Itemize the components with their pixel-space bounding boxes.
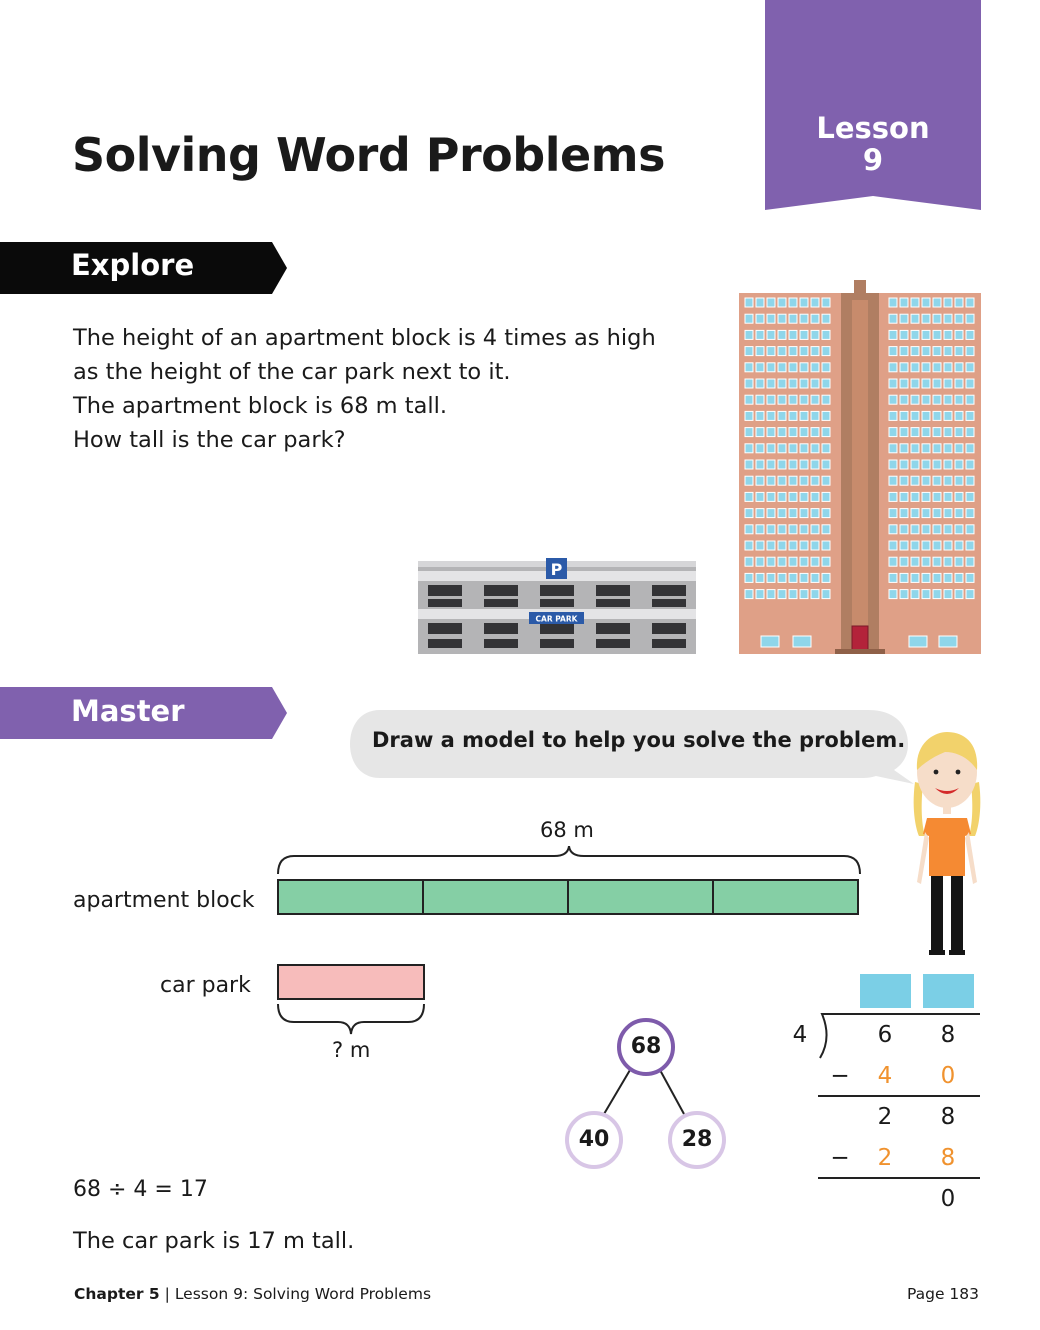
page-title: Solving Word Problems xyxy=(72,128,665,182)
dividend-tens: 6 xyxy=(877,1022,893,1048)
problem-line: as the height of the car park next to it. xyxy=(73,359,511,385)
bond-part-b: 28 xyxy=(681,1127,713,1152)
carpark-bar xyxy=(277,964,427,1002)
lesson-tab xyxy=(765,0,981,210)
remainder: 0 xyxy=(940,1186,956,1212)
speech-text: Draw a model to help you solve the problem. xyxy=(372,728,906,752)
bond-whole: 68 xyxy=(630,1034,662,1059)
step3-ones: 8 xyxy=(940,1145,956,1171)
step2-tens: 2 xyxy=(877,1104,893,1130)
division-equation: 68 ÷ 4 = 17 xyxy=(73,1177,208,1202)
master-heading: Master xyxy=(71,694,185,728)
answer-statement: The car park is 17 m tall. xyxy=(73,1228,355,1254)
lesson-word: Lesson xyxy=(816,111,930,145)
step1-tens: 4 xyxy=(877,1063,893,1089)
dividend-ones: 8 xyxy=(940,1022,956,1048)
explore-problem xyxy=(73,321,713,457)
carpark-bar-label: car park xyxy=(160,973,251,998)
apartment-bar-unit xyxy=(713,880,858,914)
minus-sign: − xyxy=(830,1063,850,1089)
apartment-bar-unit xyxy=(568,880,713,914)
lesson-badge xyxy=(765,112,981,176)
bond-part-a: 40 xyxy=(578,1127,610,1152)
footer-divider: | xyxy=(164,1285,175,1303)
quotient-box-tens xyxy=(860,974,911,1008)
step3-tens: 2 xyxy=(877,1145,893,1171)
unknown-brace xyxy=(272,1004,432,1038)
divisor: 4 xyxy=(792,1022,808,1048)
car-park-illustration xyxy=(418,557,696,654)
page-number: Page 183 xyxy=(906,1285,979,1303)
step2-ones: 8 xyxy=(940,1104,956,1130)
total-length-label: 68 m xyxy=(540,818,594,842)
minus-sign: − xyxy=(830,1145,850,1171)
footer-lesson: Lesson 9: Solving Word Problems xyxy=(174,1285,432,1303)
lesson-number: 9 xyxy=(862,143,884,177)
footer-breadcrumb xyxy=(74,1285,431,1303)
explore-heading: Explore xyxy=(71,248,195,282)
problem-line: How tall is the car park? xyxy=(73,427,346,453)
quotient-box-ones xyxy=(923,974,974,1008)
problem-line: The apartment block is 68 m tall. xyxy=(73,393,448,419)
parking-letter: P xyxy=(550,560,563,579)
step1-ones: 0 xyxy=(940,1063,956,1089)
apartment-bar xyxy=(277,879,861,917)
apartment-bar-unit xyxy=(423,880,568,914)
problem-line: The height of an apartment block is 4 times as high xyxy=(73,325,656,351)
girl-character xyxy=(905,732,989,958)
footer-chapter: Chapter 5 xyxy=(74,1285,160,1303)
apartment-bar-unit xyxy=(278,880,423,914)
apartment-bar-label: apartment block xyxy=(73,888,255,913)
unknown-length-label: ? m xyxy=(332,1038,371,1062)
apartment-block-illustration xyxy=(739,280,981,654)
car-park-sign-text: CAR PARK xyxy=(535,614,578,624)
